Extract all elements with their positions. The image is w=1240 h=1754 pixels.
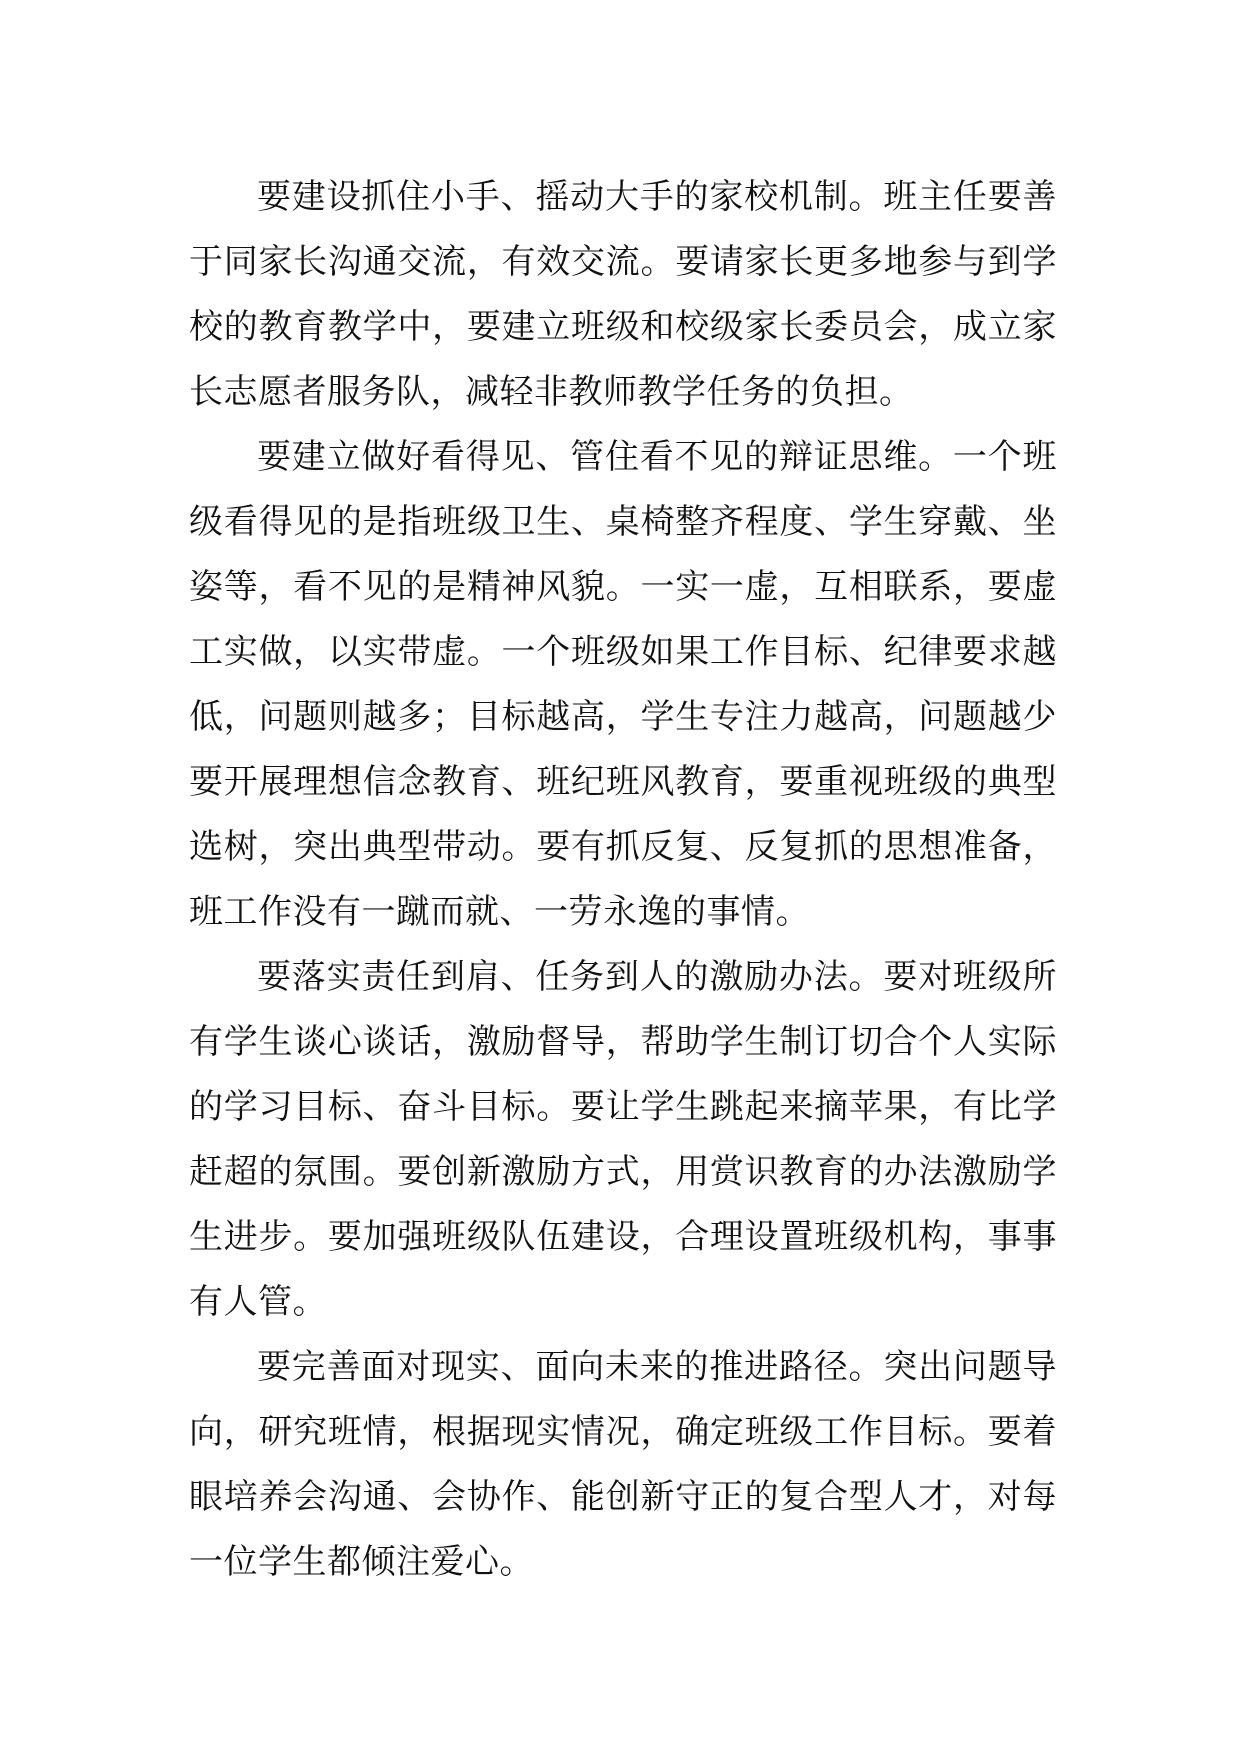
paragraph-4: 要完善面对现实、面向未来的推进路径。突出问题导向，研究班情，根据现实情况，确定班级工作目标。要着眼培养会沟通、会协作、能创新守正的复合型人才，对每一位学生都倾注爱心。 [189,1347,1057,1582]
paragraph-1: 要建设抓住小手、摇动大手的家校机制。班主任要善于同家长沟通交流，有效交流。要请家长更多地参与到学校的教育教学中，要建立班级和校级家长委员会，成立家长志愿者服务队，减轻非教师教学任务的负担。 [189,177,1057,412]
document-body [189,165,1057,1595]
paragraph-2: 要建立做好看得见、管住看不见的辩证思维。一个班级看得见的是指班级卫生、桌椅整齐程度、学生穿戴、坐姿等，看不见的是精神风貌。一实一虚，互相联系，要虚工实做，以实带虚。一个班级如果工作目标、纪律要求越低，问题则越多；目标越高，学生专注力越高，问题越少要开展理想信念教育、班纪班风教育，要重视班级的典型选树，突出典型带动。要有抓反复、反复抓的思想准备，班工作没有一蹴而就、一劳永逸的事情。 [189,437,1057,932]
paragraph-3: 要落实责任到肩、任务到人的激励办法。要对班级所有学生谈心谈话，激励督导，帮助学生制订切合个人实际的学习目标、奋斗目标。要让学生跳起来摘苹果，有比学赶超的氛围。要创新激励方式，用赏识教育的办法激励学生进步。要加强班级队伍建设，合理设置班级机构，事事有人管。 [189,957,1057,1322]
